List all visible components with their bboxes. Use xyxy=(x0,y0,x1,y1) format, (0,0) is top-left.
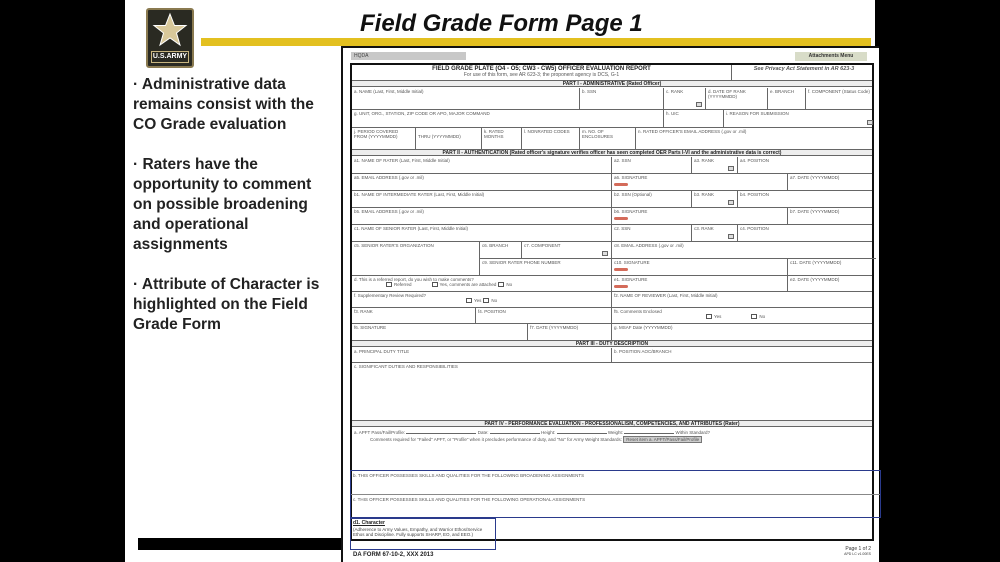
int-rater-row1 xyxy=(352,191,872,208)
part1-row2 xyxy=(352,110,872,128)
int-rater-signature-field[interactable]: b6. SIGNATURE xyxy=(612,208,788,224)
int-rater-row2 xyxy=(352,208,872,225)
army-logo xyxy=(146,8,194,68)
org-field[interactable]: HQDA xyxy=(351,52,466,60)
rank-field[interactable]: c. RANK xyxy=(664,88,706,109)
rated-signature-field[interactable]: e1. SIGNATURE xyxy=(612,276,788,291)
reviewer-sign-row xyxy=(352,324,872,341)
rater-date-field[interactable]: a7. DATE (YYYYMMDD) xyxy=(790,175,840,180)
form-header xyxy=(352,65,872,81)
rater-row1 xyxy=(352,157,872,174)
int-rater-date-field[interactable]: b7. DATE (YYYYMMDD) xyxy=(790,209,840,214)
height-input[interactable] xyxy=(557,433,607,434)
supp-yes-checkbox[interactable] xyxy=(466,298,472,303)
sr-org-field[interactable]: c5. SENIOR RATER'S ORGANIZATION xyxy=(352,242,480,275)
significant-duties-field[interactable]: c. SIGNIFICANT DUTIES AND RESPONSIBILITIES xyxy=(354,364,458,369)
sr-component-dropdown[interactable] xyxy=(602,251,608,256)
part1-row1 xyxy=(352,88,872,110)
decorative-bar xyxy=(138,538,348,550)
supp-review-question: f. Supplementary Review Required? xyxy=(354,293,427,298)
form-heading: FIELD GRADE PLATE (O4 - O5; CW3 - CW5) OFFICER EVALUATION REPORT xyxy=(432,66,651,72)
sr-component-field[interactable]: c7. COMPONENT xyxy=(522,242,612,259)
rater-email-field[interactable]: a5. EMAIL ADDRESS (.gov or .mil) xyxy=(352,174,612,190)
form-subheading: For use of this form, see AR 623-3; the proponent agency is DCS, G-1 xyxy=(463,72,620,78)
comments-enclosed-label: f5. Comments Enclosed xyxy=(614,309,662,314)
sr-email-field[interactable]: c8. EMAIL ADDRESS (.gov or .mil) xyxy=(612,242,876,259)
int-rater-rank-field[interactable]: b3. RANK xyxy=(692,191,738,207)
uic-field[interactable]: h. UIC xyxy=(664,110,724,127)
senior-rater-row2 xyxy=(352,242,872,276)
supp-review-row: f. Supplementary Review Required? Yes No f2. NAME OF REVIEWER (Last, First, Middle Initial) xyxy=(352,292,872,308)
referred-checkbox[interactable] xyxy=(386,282,392,287)
attachments-menu-button[interactable]: Attachments Menu xyxy=(795,52,867,61)
rater-row2 xyxy=(352,174,872,191)
rater-position-field[interactable]: a4. POSITION xyxy=(740,158,770,163)
signature-marker xyxy=(614,268,628,271)
sr-signature-field[interactable]: c10. SIGNATURE xyxy=(612,259,788,276)
rater-rank-dropdown[interactable] xyxy=(728,166,734,171)
bullet-list xyxy=(133,75,333,355)
part4-header: PART IV - PERFORMANCE EVALUATION - PROFESSIONALISM, COMPETENCIES, AND ATTRIBUTES (Rater) xyxy=(352,421,872,427)
name-field[interactable]: a. NAME (Last, First, Middle Initial) xyxy=(352,88,580,109)
part3-header: PART III - DUTY DESCRIPTION xyxy=(352,341,872,347)
part1-row3 xyxy=(352,128,872,150)
reviewer-name-field[interactable]: f2. NAME OF REVIEWER (Last, First, Middle Initial) xyxy=(614,293,718,298)
int-rater-position-field[interactable]: b4. POSITION xyxy=(740,192,770,197)
broadening-field[interactable]: b. THIS OFFICER POSSESSES SKILLS AND QUALITIES FOR THE FOLLOWING BROADENING ASSIGNMENTS xyxy=(351,471,880,495)
signature-marker xyxy=(614,217,628,220)
rank-dropdown[interactable] xyxy=(696,102,702,107)
thru-field[interactable]: THRU (YYYYMMDD) xyxy=(416,128,482,149)
int-rater-ssn-field[interactable]: b2. SSN (Optional) xyxy=(612,191,692,207)
signature-marker xyxy=(614,183,628,186)
comments-attached-checkbox[interactable] xyxy=(432,282,438,287)
slide-title: Field Grade Form Page 1 xyxy=(360,10,643,37)
character-highlight xyxy=(350,518,496,550)
ssn-field[interactable]: b. SSN xyxy=(580,88,664,109)
senior-rater-row1 xyxy=(352,225,872,242)
int-rater-rank-dropdown[interactable] xyxy=(728,200,734,205)
reason-field[interactable]: i. REASON FOR SUBMISSION xyxy=(724,110,876,127)
reason-dropdown[interactable] xyxy=(867,120,873,125)
signature-marker xyxy=(614,285,628,288)
reviewer-signature-field[interactable]: f6. SIGNATURE xyxy=(352,324,528,340)
privacy-note: See Privacy Act Statement in AR 623-3 xyxy=(753,66,855,72)
apft-label: a. APFT Pass/Fail/Profile: xyxy=(354,430,406,435)
title-underline xyxy=(201,38,871,46)
apft-input[interactable] xyxy=(406,433,476,434)
sr-phone-field[interactable]: c9. SENIOR RATER PHONE NUMBER xyxy=(480,259,612,276)
apft-row: a. APFT Pass/Fail/Profile: Date: Height: Weight: Within Standard? Comments required for "Failed" APFT, or "Profile" when it precludes performance of duty, and "No" for Army Weight Standards: Reset item a. APFT/Pass/Fail/Profile xyxy=(354,430,711,442)
apft-date-input[interactable] xyxy=(490,433,540,434)
position-aoc-field[interactable]: b. POSITION AOC/BRANCH xyxy=(614,349,672,354)
int-rater-name-field[interactable]: b1. NAME OF INTERMEDIATE RATER (Last, First, Middle Initial) xyxy=(352,191,612,207)
int-rater-email-field[interactable]: b5. EMAIL ADDRESS (.gov or .mil) xyxy=(352,208,612,224)
no-comments-checkbox[interactable] xyxy=(498,282,504,287)
oer-form xyxy=(341,46,879,562)
logo-label: U.S.ARMY xyxy=(151,51,189,63)
referred-question: d. This is a referred report, do you wish to make comments? Referred Yes, comments are attached No xyxy=(352,276,612,291)
rater-signature-field[interactable]: a6. SIGNATURE xyxy=(612,174,788,190)
reviewer-rank-field[interactable]: f3. RANK xyxy=(352,308,476,323)
duty-row xyxy=(352,348,872,363)
supp-no-checkbox[interactable] xyxy=(483,298,489,303)
duties-row xyxy=(352,363,872,421)
star-icon xyxy=(152,12,188,48)
referred-row xyxy=(352,276,872,292)
sr-ssn-field[interactable]: c2. SSN xyxy=(612,225,692,241)
rated-months-field[interactable]: k. RATED MONTHS xyxy=(482,128,522,149)
part2-header: PART II - AUTHENTICATION (Rated officer's signature verifies officer has seen completed OER Parts I-VI and the administrative data is correct) xyxy=(352,150,872,156)
enclosed-yes-checkbox[interactable] xyxy=(706,314,712,319)
character-desc: (Adherence to Army Values, Empathy, and Warrior Ethos/Service Ethos and Discipline. Fully supports SHARP, EO, and EEO.) xyxy=(353,527,483,537)
sr-rank-field[interactable]: c3. RANK xyxy=(692,225,738,241)
bullet-character: · Attribute of Character is highlighted on the Field Grade Form xyxy=(133,276,320,333)
reviewer-row: f3. RANK f4. POSITION f5. Comments Enclosed Yes No xyxy=(352,308,872,324)
sr-rank-dropdown[interactable] xyxy=(728,234,734,239)
enclosures-field[interactable]: m. NO. OF ENCLOSURES xyxy=(580,128,636,149)
operational-field[interactable]: c. THIS OFFICER POSSESSES SKILLS AND QUALITIES FOR THE FOLLOWING OPERATIONAL ASSIGNMENTS xyxy=(353,497,586,502)
rated-email-field[interactable]: n. RATED OFFICER'S EMAIL ADDRESS (.gov or .mil) xyxy=(638,129,747,134)
reviewer-position-field[interactable]: f4. POSITION xyxy=(476,308,612,323)
rater-name-field[interactable]: a1. NAME OF RATER (Last, First, Middle Initial) xyxy=(352,157,612,173)
unit-field[interactable]: g. UNIT, ORG., STATION, ZIP CODE OR APO, MAJOR COMMAND xyxy=(352,110,664,127)
page-indicator: Page 1 of 2 APD LC v1.00ES xyxy=(844,546,871,556)
weight-input[interactable] xyxy=(624,433,674,434)
rater-rank-field[interactable]: a3. RANK xyxy=(692,157,738,173)
character-title: d1. Character xyxy=(353,520,385,526)
rated-date-field[interactable]: e2. DATE (YYYYMMDD) xyxy=(790,277,840,282)
from-field[interactable]: j. PERIOD COVERED FROM (YYYYMMDD) xyxy=(352,128,416,149)
rater-ssn-field[interactable]: a2. SSN xyxy=(612,157,692,173)
msaf-date-field[interactable]: g. MSAF Date (YYYYMMDD) xyxy=(614,325,673,330)
reviewer-date-field[interactable]: f7. DATE (YYYYMMDD) xyxy=(528,324,612,340)
bullet-raters: · Raters have the opportunity to comment on possible broadening and operational assignments xyxy=(133,156,312,253)
branch-field[interactable]: e. BRANCH xyxy=(768,88,806,109)
reset-apft-button[interactable]: Reset item a. APFT/Pass/Fail/Profile xyxy=(623,436,702,443)
assignments-highlight xyxy=(350,470,881,518)
form-number: DA FORM 67-10-2, XXX 2013 xyxy=(353,552,434,558)
bullet-admin: · Administrative data remains consist with the CO Grade evaluation xyxy=(133,76,314,133)
component-field[interactable]: f. COMPONENT (Status Code) xyxy=(808,89,870,94)
sr-name-field[interactable]: c1. NAME OF SENIOR RATER (Last, First, Middle Initial) xyxy=(352,225,612,241)
date-of-rank-field[interactable]: d. DATE OF RANK (YYYYMMDD) xyxy=(706,88,768,109)
sr-position-field[interactable]: c4. POSITION xyxy=(740,226,769,231)
part1-header: PART I - ADMINISTRATIVE (Rated Officer) xyxy=(352,81,872,87)
enclosed-no-checkbox[interactable] xyxy=(751,314,757,319)
nonrated-codes-field[interactable]: l. NONRATED CODES xyxy=(522,128,580,149)
sr-branch-field[interactable]: c6. BRANCH xyxy=(480,242,522,259)
apft-comment-note: Comments required for "Failed" APFT, or "Profile" when it precludes performance of duty, and "No" for Army Weight Standards: xyxy=(370,437,623,442)
duty-title-field[interactable]: a. PRINCIPAL DUTY TITLE xyxy=(352,348,612,362)
sr-date-field[interactable]: c11. DATE (YYYYMMDD) xyxy=(790,260,842,265)
